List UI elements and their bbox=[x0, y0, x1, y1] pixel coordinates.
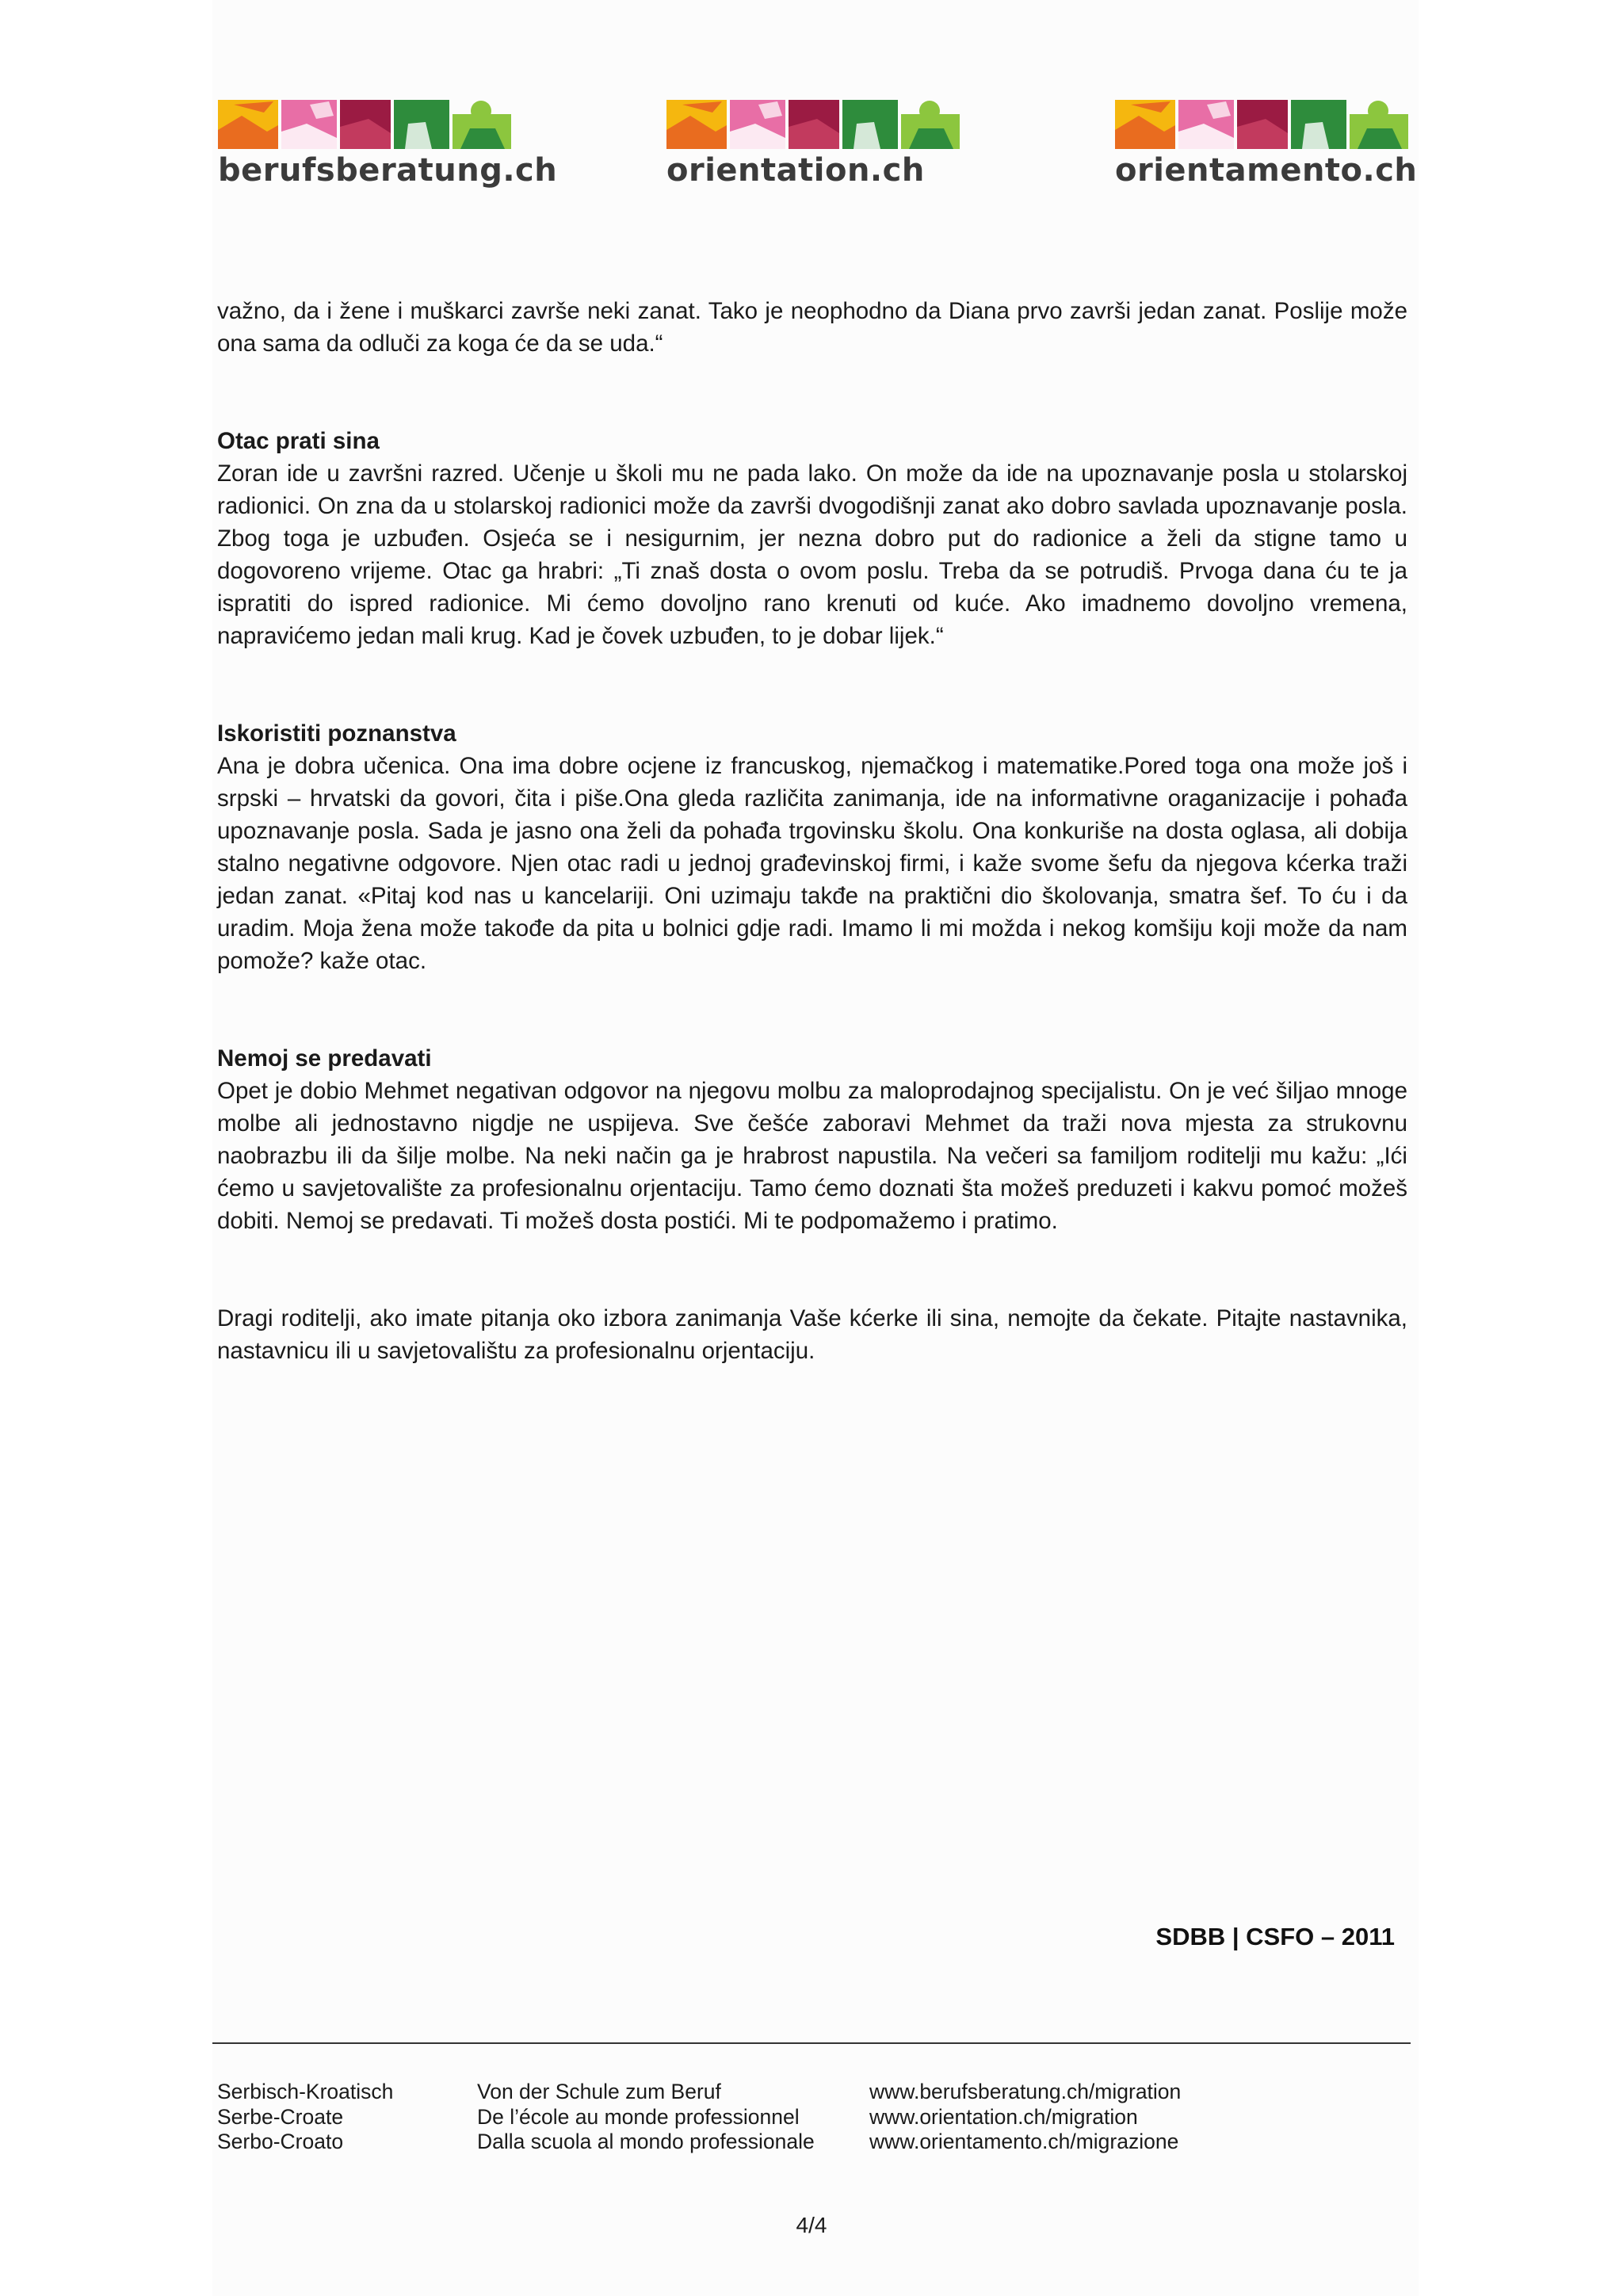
footer-link[interactable]: www.orientamento.ch/migrazione bbox=[869, 2130, 1179, 2153]
footer-title: Von der Schule zum Beruf bbox=[477, 2080, 721, 2103]
logo-text: orientamento.ch bbox=[1115, 152, 1418, 189]
footer-link[interactable]: www.orientation.ch/migration bbox=[869, 2104, 1138, 2129]
footer-divider bbox=[212, 2042, 1411, 2044]
footer-titles bbox=[477, 2080, 815, 2155]
footer-language: Serbo-Croato bbox=[217, 2130, 344, 2153]
section-spacer bbox=[217, 977, 1407, 1042]
logo-berufsberatung bbox=[218, 100, 558, 195]
publisher-signature: SDBB | CSFO – 2011 bbox=[1155, 1923, 1395, 1950]
footer-link[interactable]: www.berufsberatung.ch/migration bbox=[869, 2080, 1182, 2103]
logo-pictogram-icon bbox=[218, 100, 511, 151]
logo-orientamento bbox=[1115, 100, 1416, 195]
footer-title: Dalla scuola al mondo professionale bbox=[477, 2130, 815, 2153]
page-number: 4/4 bbox=[796, 2213, 827, 2237]
intro-paragraph: važno, da i žene i muškarci završe neki zanat. Tako je neophodno da Diana prvo završi jedan zanat. Poslije može ona sama da odluči za koga će da se uda.“ bbox=[217, 298, 1407, 357]
section-heading: Iskoristiti poznanstva bbox=[217, 720, 456, 747]
section-spacer bbox=[217, 1237, 1407, 1302]
section-spacer bbox=[217, 652, 1407, 717]
footer-languages bbox=[217, 2080, 393, 2155]
section-heading: Nemoj se predavati bbox=[217, 1045, 432, 1072]
footer-language: Serbe-Croate bbox=[217, 2104, 344, 2129]
logo-pictogram-icon bbox=[666, 100, 960, 151]
closing-paragraph: Dragi roditelji, ako imate pitanja oko izbora zanimanja Vaše kćerke ili sina, nemojte da čekate. Pitajte nastavnika, nastavnicu ili u savjetovalištu za profesionalnu orjentaciju. bbox=[217, 1305, 1407, 1364]
section-paragraph: Zoran ide u završni razred. Učenje u školi mu ne pada lako. On može da ide na upoznavanje posla u stolarskoj radionici. On zna da u stolarskoj radionici može da završi dvogodišnji zanat ako dobro savlada upoznavanje posla. Zbog toga je uzbuđen. Osjeća se i nesigurnim, jer nezna dobro put do radionice a želi da stigne tamo u dogovoreno vrijeme. Otac ga hrabri: „Ti znaš dosta o ovom poslu. Treba da se potrudiš. Prvoga dana ću te ja ispratiti do ispred radionice. Mi ćemo dovoljno rano krenuti od kuće. Ako imadnemo dovoljno vremena, napravićemo jedan mali krug. Kad je čovek uzbuđen, to je dobar lijek.“ bbox=[217, 460, 1407, 649]
logo-pictogram-icon bbox=[1115, 100, 1408, 151]
logo-orientation bbox=[666, 100, 968, 195]
footer-title: De l’école au monde professionnel bbox=[477, 2104, 800, 2129]
footer-language: Serbisch-Kroatisch bbox=[217, 2080, 394, 2103]
section-paragraph: Opet je dobio Mehmet negativan odgovor na njegovu molbu za maloprodajnog specijalistu. On je već šiljao mnoge molbe ali jednostavno nigdje ne uspijeva. Sve češće zaboravi Mehmet da traži nova mjesta za strukovnu naobrazbu ili da šilje molbe. Na neki način ga je hrabrost napustila. Na večeri sa familjom roditelji mu kažu: „Ići ćemo u savjetovalište za profesionalnu orjentaciju. Tamo ćemo doznati šta možeš preduzeti i kakvu pomoć možeš dobiti. Nemoj se predavati. Ti možeš dosta postići. Mi te podpomažemo i pratimo. bbox=[217, 1078, 1407, 1234]
footer-links bbox=[869, 2080, 1181, 2155]
logo-text: orientation.ch bbox=[666, 152, 925, 189]
section-heading: Otac prati sina bbox=[217, 428, 380, 454]
logo-text: berufsberatung.ch bbox=[218, 152, 558, 189]
article-body bbox=[217, 295, 1407, 1367]
section-spacer bbox=[217, 360, 1407, 425]
section-paragraph: Ana je dobra učenica. Ona ima dobre ocjene iz francuskog, njemačkog i matematike.Pored toga ona može još i srpski – hrvatski da govori, čita i piše.Ona gleda različita zanimanja, ide na informativne oraganizacije i pohađa upoznavanje posla. Sada je jasno ona želi da pohađa trgovinsku školu. Ona konkuriše na dosta oglasa, ali dobija stalno negativne odgovore. Njen otac radi u jednoj građevinskoj firmi, i kaže svome šefu da njegova kćerka traži jedan zanat. «Pitaj kod nas u kancelariji. Oni uzimaju takđe na praktični dio školovanja, smatra šef. To ću i da uradim. Moja žena može takođe da pita u bolnici gdje radi. Imamo li mi možda i nekog komšiju koji može da nam pomože? kaže otac. bbox=[217, 753, 1407, 974]
